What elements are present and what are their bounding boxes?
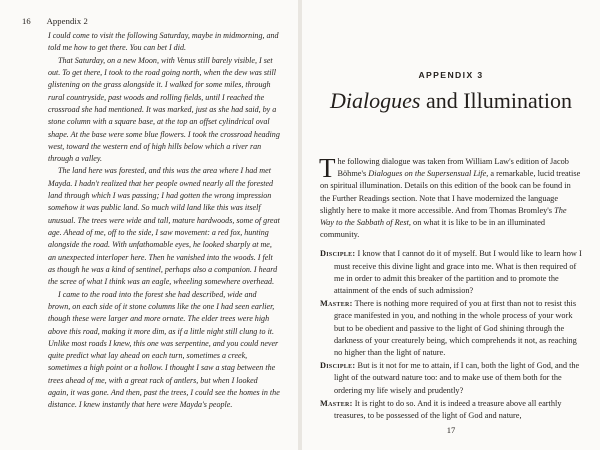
running-head-title: Appendix 2 <box>46 16 88 26</box>
dialogue-entry <box>320 248 582 297</box>
intro-text-3: , on what it is like to be in an illuminated community. <box>320 218 546 240</box>
right-page-number: 17 <box>446 425 456 435</box>
chapter-title-italic: Dialogues <box>330 88 421 113</box>
book-title-1: Dialogues on the Supersensual Life <box>368 169 487 179</box>
dialogue-entry <box>320 398 582 422</box>
intro-text-2: , a remarkable, lucid treatise on spiritual illumination. Details on this edition of the book can be found in the Further Readings section. Note that I have modernized the language slightly here to make it more accessible. And from Thomas Bromley's <box>320 169 581 215</box>
speaker-label: Disciple: <box>320 361 356 371</box>
left-page-number: 16 <box>22 16 31 26</box>
speaker-label: Master: <box>320 299 353 309</box>
dialogue-entry <box>320 360 582 397</box>
appendix-label: APPENDIX 3 <box>418 70 484 80</box>
left-page-body <box>48 30 280 412</box>
paragraph: That Saturday, on a new Moon, with Venus still barely visible, I set out. To get there, I took to the road going north, when the dew was still glistening on the grass alongside it. I walked for some miles, through rural countryside, past woods and rolling fields, until I reached the crossroad she had mentioned. It was marked, just as she had said, by a stone column with a square base, at the top an offset cylindrical oval shape. At the base were some blue flowers. I took the crossroad heading west, toward the western end of high hills below which a river ran through a valley. <box>48 55 280 164</box>
paragraph: The land here was forested, and this was the area where I had met Mayda. I hadn't realized that her people owned nearly all the forested land through which I was passing; I had gotten the wrong impression somehow it was public land. So much wild land like this was itself unusual. The trees were wide and tall, mature hardwoods, some of great age. Ahead of me, off to the side, I saw movement: a red fox, hunting alongside the road. With unfathomable eyes, he looked sharply at me, an unexpected interloper here. Then he vanished into the woods. I felt as though he was a kind of sentinel, perhaps also a companion. I heard the scree of what I think was an eagle, wheeling somewhere overhead. <box>48 166 280 287</box>
book-title-2: The Way to the Sabbath of Rest <box>320 205 567 228</box>
speaker-label: Disciple: <box>320 249 356 259</box>
intro-paragraph <box>319 153 582 241</box>
paragraph: I came to the road into the forest she had described, wide and brown, on each side of it stone columns like the one I had seen earlier, though these were larger and more ornate. The elder trees were high above this road, making it more dim, as if a little night still clung to it. Unlike most roads I knew, this one was serpentine, and you could never quite predict what lay ahead on each turn, sometimes a creek, sometimes a high point or a hollow. I thought I saw a stag between the trees ahead of me, with a great rack of antlers, but when I looked again, it was gone. And then, past the trees, I could see the homes in the distance. I knew instantly that here were Mayda's people. <box>48 289 280 410</box>
dialogue-text: There is nothing more required of you at first than not to resist this grace manifested in you, and nothing in the whole process of your work but to be obedient and passive to the light of God shining through the darkness of your creaturely being, which comprehends it not, as reaching no higher than the light of nature. <box>334 299 577 358</box>
dialogue-text: It is right to do so. And it is indeed a treasure above all earthly treasures, to be possessed of the light of God and nature, <box>334 398 562 421</box>
running-head <box>22 16 88 26</box>
dialogue-entry <box>320 298 582 359</box>
chapter-title <box>302 88 600 114</box>
paragraph: I could come to visit the following Saturday, maybe in midmorning, and told me how to get there. You can bet I did. <box>48 31 279 53</box>
dialogue-text: But is it not for me to attain, if I can, both the light of God, and the light of the outward nature too: and to make use of them both for the ordering my life wisely and prudently? <box>334 361 580 395</box>
dialogue-text: I know that I cannot do it of myself. But I would like to learn how I must receive this divine light and grace into me. What is then required of me in order to admit this breaker of the partition and to promote the attainment of the ends of such admission? <box>334 249 582 296</box>
right-page-body <box>319 153 582 423</box>
drop-cap: T <box>319 153 336 183</box>
speaker-label: Master: <box>320 398 353 408</box>
chapter-title-rest: and Illumination <box>420 88 572 113</box>
intro-text-1: he following dialogue was taken from William Law's edition of Jacob Böhme's <box>337 157 569 179</box>
